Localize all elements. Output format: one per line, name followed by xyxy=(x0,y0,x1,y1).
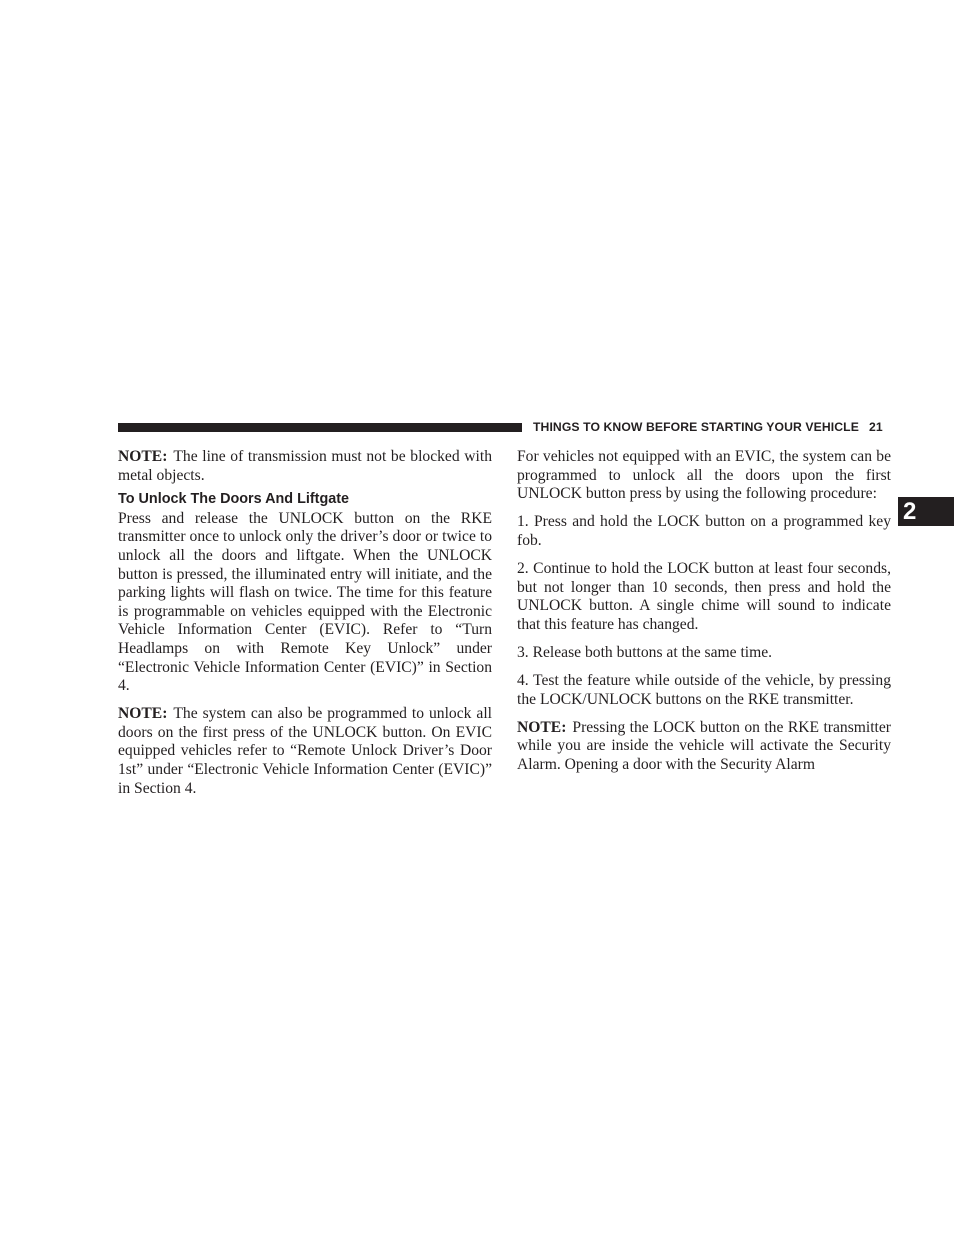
running-header xyxy=(533,420,891,435)
note-label: NOTE: xyxy=(517,718,567,736)
page-number: 21 xyxy=(868,420,883,434)
step-3: 3. Release both buttons at the same time. xyxy=(517,643,773,661)
section-heading: To Unlock The Doors And Liftgate xyxy=(118,491,350,508)
note-text: The line of transmission must not be blocked with metal objects. xyxy=(118,448,492,484)
note-label: NOTE: xyxy=(118,448,168,465)
note-paragraph xyxy=(517,719,891,775)
body-paragraph: Press and release the UNLOCK button on the RKE transmitter once to unlock only the driver’s door or twice to unlock all the doors and liftgate. When the UNLOCK button is pressed, the illuminated entry will initiate, and the parking lights will flash on twice. The time for this feature is programmable on vehicles equipped with the Electronic Vehicle Information Center (EVIC). Refer to “Turn Headlamps on with Remote Key Unlock” under “Electronic Vehicle Information Center (EVIC)” in Section 4. xyxy=(118,509,492,695)
step-4: 4. Test the feature while outside of the vehicle, by pressing the LOCK/UNLOCK buttons on the RKE transmitter. xyxy=(517,671,891,708)
note-text: Pressing the LOCK button on the RKE transmitter while you are inside the vehicle will activate the Security Alarm. Opening a door with the Security Alarm xyxy=(517,718,891,773)
note-text: The system can also be programmed to unlock all doors on the first press of the UNLOCK button. On EVIC equipped vehicles refer to “Remote Unlock Driver’s Door 1st” under “Electronic Vehicle Information Center (EVIC)” in Section 4. xyxy=(118,705,492,797)
note-paragraph xyxy=(118,705,492,798)
intro-paragraph: For vehicles not equipped with an EVIC, the system can be programmed to unlock all the doors upon the first UNLOCK button press by using the following procedure: xyxy=(517,448,891,503)
header-title: THINGS TO KNOW BEFORE STARTING YOUR VEHICLE xyxy=(533,420,859,434)
left-column xyxy=(118,448,492,808)
note-paragraph xyxy=(118,448,492,485)
header-rule xyxy=(118,423,522,432)
step-2: 2. Continue to hold the LOCK button at least four seconds, but not longer than 10 seconds, then press and hold the UNLOCK button. A single chime will sound to indicate that this feature has changed. xyxy=(517,559,891,633)
right-column xyxy=(517,448,891,784)
step-1: 1. Press and hold the LOCK button on a programmed key fob. xyxy=(517,513,891,549)
section-tab: 2 xyxy=(898,497,954,526)
note-label: NOTE: xyxy=(118,705,168,723)
